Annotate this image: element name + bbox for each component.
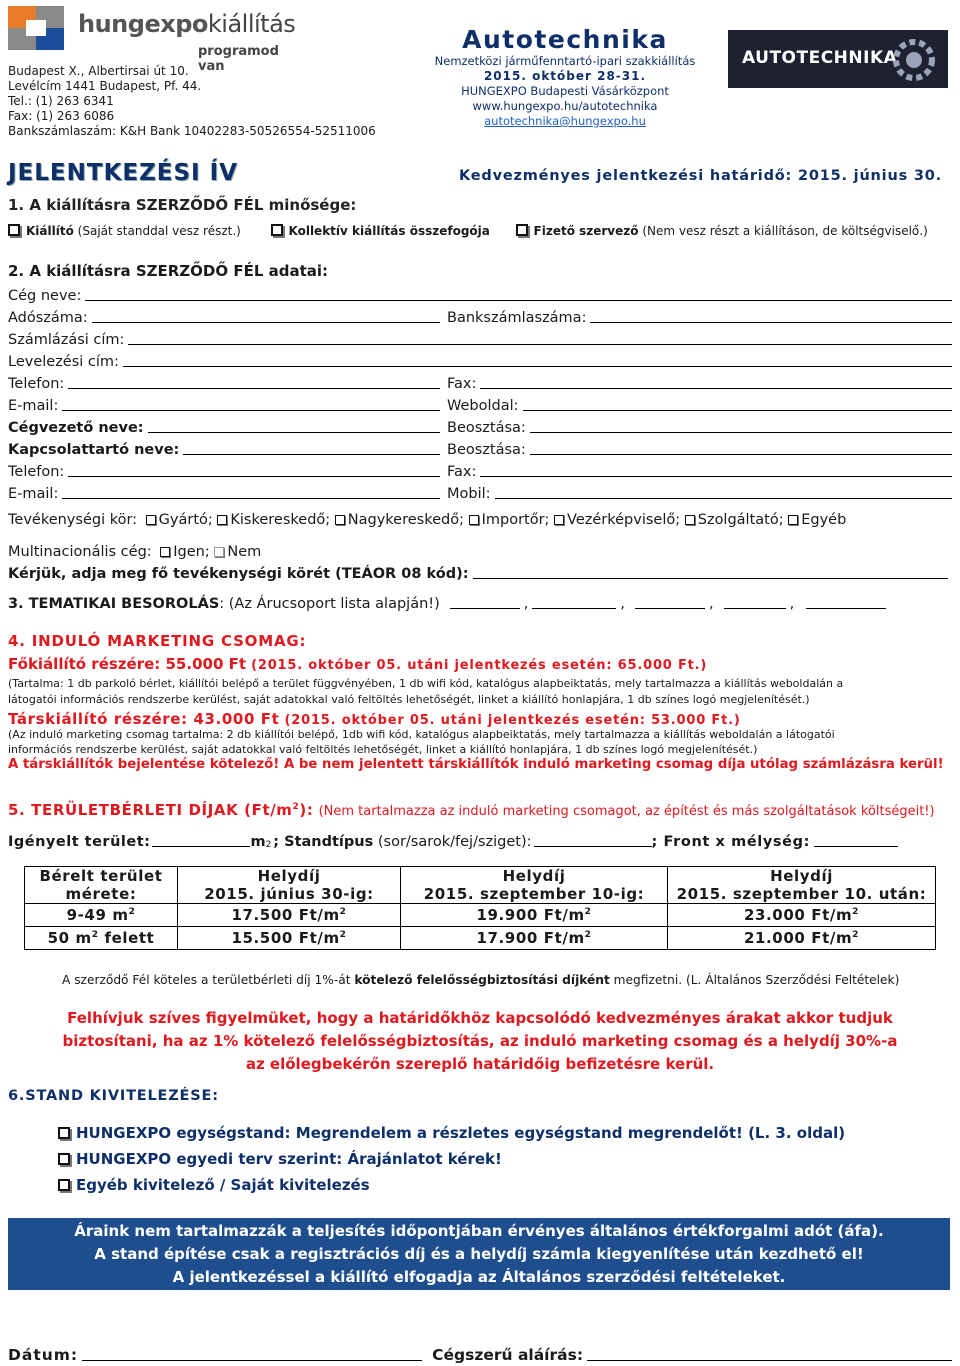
front-depth-field[interactable]	[814, 846, 898, 847]
checkbox[interactable]	[217, 515, 227, 525]
payment-notice	[0, 1007, 960, 1076]
stand-option	[58, 1120, 845, 1146]
address-line: Fax: (1) 263 6086	[8, 109, 115, 123]
phone-field[interactable]	[68, 387, 440, 389]
checkbox[interactable]	[554, 515, 564, 525]
ceo-field[interactable]	[148, 431, 440, 433]
table-row	[25, 927, 936, 950]
header-text: Helydíj	[770, 867, 833, 885]
position-field[interactable]	[530, 453, 952, 455]
deadline-note: Kedvezményes jelentkezési határidő: 2015. június 30.	[459, 168, 942, 184]
signature-row	[8, 1346, 952, 1364]
stand-option	[58, 1146, 845, 1172]
field-label: Bankszámlaszáma:	[447, 310, 587, 326]
field-label: Számlázási cím:	[8, 332, 125, 348]
event-dates: 2015. október 28-31.	[483, 69, 647, 83]
info-line: A jelentkezéssel a kiállító elfogadja az Általános szerződési feltételeket.	[172, 1268, 786, 1286]
info-line: A stand építése csak a regisztrációs díj és a helydíj számla kiegyenlítése után kezdhető el!	[94, 1245, 864, 1263]
stand-options	[58, 1120, 845, 1198]
cell-text: 15.500 Ft/m	[231, 929, 340, 947]
cell-text: 17.500 Ft/m	[231, 906, 340, 924]
table-header-row	[25, 867, 936, 904]
header-text: Helydíj	[502, 867, 566, 885]
fax-field[interactable]	[480, 387, 952, 389]
field-label: Telefon:	[8, 464, 65, 480]
section2-title: 2. A kiállításra SZERZŐDŐ FÉL adatai:	[8, 262, 329, 280]
email-field[interactable]	[62, 409, 440, 411]
multinational-row	[8, 544, 261, 560]
checkbox[interactable]	[516, 224, 528, 236]
option-label: Kollektív kiállítás összefogója	[288, 224, 490, 238]
fax-field[interactable]	[480, 475, 952, 477]
area-field[interactable]	[152, 846, 250, 847]
table-cell: 19.900 $Ft/m^2$	[401, 904, 668, 927]
header-text: Helydíj	[257, 867, 321, 885]
logo-mark-icon	[8, 6, 68, 52]
address-line: Levélcím 1441 Budapest, Pf. 44.	[8, 79, 202, 93]
category-field[interactable]	[724, 608, 786, 609]
table-cell: 21.000 $Ft/m^2$	[668, 927, 936, 950]
description-line: (Tartalma: 1 db parkoló bérlet, kiállítói belépő a terület függvényében, 1 db wifi kód, katalógus alapbeiktatás, mely tartalmazza a kiállítás weboldalán a	[8, 677, 844, 690]
teaor-field[interactable]	[473, 578, 948, 579]
billing-field[interactable]	[128, 343, 952, 345]
cell-text: 21.000 Ft/m	[743, 929, 853, 947]
phone-field[interactable]	[68, 475, 440, 477]
description-line: információs rendszerbe kerülést, saját adatokkal való feltöltés lehetőségét, linket a kiállító honlapjára, 1 db színes logó megjelenítését.)	[8, 743, 758, 756]
section5-title: 5. TERÜLETBÉRLETI DÍJAK (Ft/m	[8, 801, 293, 819]
event-title: Autotechnika	[462, 25, 668, 54]
checkbox[interactable]	[271, 224, 283, 236]
cell-text: 23.000 Ft/m	[743, 906, 853, 924]
co-price: Társkiállító részére: 43.000 Ft	[8, 710, 280, 728]
checkbox[interactable]	[146, 515, 156, 525]
section1-title: 1. A kiállításra SZERZŐDŐ FÉL minősége:	[8, 196, 357, 214]
stand-type-field[interactable]	[534, 846, 652, 847]
address-line: Budapest X., Albertirsai út 10.	[8, 64, 189, 78]
front-depth-label: ; Front x mélység:	[651, 834, 810, 850]
table-row	[25, 904, 936, 927]
tax-field[interactable]	[92, 321, 440, 323]
field-label: Kapcsolattartó neve:	[8, 442, 180, 458]
date-field[interactable]	[82, 1360, 422, 1361]
field-label: Fax:	[447, 464, 477, 480]
field-label: Weboldal:	[447, 398, 519, 414]
co-late-price: (2015. október 05. utáni jelentkezés esetén: 53.000 Ft.)	[284, 713, 741, 728]
section5-title-row	[8, 800, 935, 819]
field-label: Levelezési cím:	[8, 354, 119, 370]
field-label: E-mail:	[8, 398, 59, 414]
logo-tagline: programod van	[198, 44, 279, 74]
field-label: Beosztása:	[447, 442, 526, 458]
activity-option: Gyártó;	[158, 512, 213, 528]
section4-title: 4. INDULÓ MARKETING CSOMAG:	[8, 632, 307, 650]
category-field[interactable]	[532, 608, 616, 609]
bank-field[interactable]	[590, 321, 952, 323]
field-label: Adószáma:	[8, 310, 88, 326]
field-label: Cégvezető neve:	[8, 420, 144, 436]
table-header-cell	[401, 867, 668, 904]
option-no: Nem	[227, 544, 262, 560]
header-text: 2015. szeptember 10. után:	[676, 885, 927, 903]
header-text: 2015. szeptember 10-ig:	[423, 885, 645, 903]
table-header-cell	[25, 867, 178, 904]
area-label: Igényelt terület:	[8, 834, 151, 850]
address-line: Tel.: (1) 263 6341	[8, 94, 114, 108]
mail-address-field[interactable]	[123, 365, 952, 367]
checkbox[interactable]	[335, 515, 345, 525]
table-header-cell	[668, 867, 936, 904]
notice-line: Felhívjuk szíves figyelmüket, hogy a határidőkhöz kapcsolódó kedvezményes árakat akkor tudjuk	[67, 1009, 893, 1027]
event-subtitle: Nemzetközi járműfenntartó-ipari szakkiállítás	[434, 54, 696, 68]
multinational-label: Multinacionális cég:	[8, 544, 152, 560]
section5-title-end: ):	[299, 801, 314, 819]
section3-row: 3. TEMATIKAI BESOROLÁS : (Az Árucsoport lista alapján!) , , , ,	[8, 596, 948, 612]
event-web[interactable]: www.hungexpo.hu/autotechnika	[472, 99, 658, 113]
stand-option-label: Egyéb kivitelező / Saját kivitelezés	[76, 1176, 370, 1194]
option-yes: Igen;	[173, 544, 210, 560]
info-box	[8, 1218, 950, 1290]
insurance-note	[62, 973, 899, 987]
event-venue: HUNGEXPO Budapesti Vásárközpont	[461, 84, 669, 98]
checkbox[interactable]	[58, 1179, 70, 1191]
address-block	[8, 64, 376, 139]
insurance-text-bold: kötelező felelősségbiztosítási díjként	[354, 973, 610, 987]
checkbox[interactable]	[685, 515, 695, 525]
main-description	[8, 676, 843, 708]
checkbox[interactable]	[469, 515, 479, 525]
section6-title: 6.STAND KIVITELEZÉSE:	[8, 1088, 219, 1104]
option-label: Kiállító	[26, 224, 74, 238]
table-cell: 9-49 $m^2$	[25, 904, 178, 927]
badge-text: AUTOTECHNIKA	[742, 48, 898, 68]
section1-options	[8, 224, 958, 238]
gear-icon	[884, 30, 944, 88]
insurance-text: A szerződő Fél köteles a területbérleti díj 1%-át	[62, 973, 355, 987]
info-line: Áraink nem tartalmazzák a teljesítés időpontjában érvényes általános értékforgalmi adót (áfa).	[74, 1222, 884, 1240]
teaor-label: Kérjük, adja meg fő tevékenységi körét (TEÁOR 08 kód):	[8, 566, 469, 582]
section5-note: (Nem tartalmazza az induló marketing csomagot, az építést és más szolgáltatások költségeit!)	[318, 804, 935, 819]
activity-row	[8, 512, 846, 528]
co-exhibitor-warning: A társkiállítók bejelentése kötelező! A be nem jelentett társkiállítók induló marketing csomag díja utólag számlázásra kerül!	[8, 757, 944, 772]
activity-option: Kiskereskedő;	[230, 512, 331, 528]
main-late-price: (2015. október 05. utáni jelentkezés esetén: 65.000 Ft.)	[251, 658, 708, 673]
website-field[interactable]	[523, 409, 952, 411]
description-line: (Az induló marketing csomag tartalma: 2 db kiállítói belépő, 1db wifi kód, katalógus alapbeiktatás, mely tartalmazza a kiállítás weboldalán a látogatói	[8, 728, 835, 741]
activity-option: Szolgáltató;	[697, 512, 784, 528]
rates-table	[24, 866, 936, 950]
event-info	[420, 26, 710, 129]
activity-option: Egyéb	[801, 512, 847, 528]
activity-option: Vezérképviselő;	[567, 512, 681, 528]
cell-text: 50 m	[47, 929, 92, 947]
logo-brand: hungexpo	[78, 10, 208, 38]
cell-text: 9-49 m	[66, 906, 129, 924]
option-note: (Nem vesz részt a kiállításon, de költségviselő.)	[642, 224, 928, 238]
cell-text: 17.900 Ft/m	[476, 929, 585, 947]
checkbox[interactable]	[214, 547, 224, 557]
checkbox[interactable]	[58, 1153, 70, 1165]
activity-option: Nagykereskedő;	[347, 512, 464, 528]
checkbox[interactable]	[8, 224, 20, 236]
signature-label: Cégszerű aláírás:	[432, 1346, 584, 1364]
position-field[interactable]	[530, 431, 952, 433]
teaor-row	[8, 566, 948, 582]
option-note: (Saját standdal vesz részt.)	[77, 224, 241, 238]
co-exhibitor-price	[8, 709, 741, 728]
stand-type-label: ; Standtípus	[273, 834, 374, 850]
field-label: Beosztása:	[447, 420, 526, 436]
logo-brand-accent: kiállítás	[207, 10, 296, 38]
stand-type-note: (sor/sarok/fej/sziget):	[377, 834, 532, 850]
header-text: mérete:	[65, 885, 137, 903]
table-cell: 17.500 $Ft/m^2$	[178, 904, 401, 927]
field-label: Telefon:	[8, 376, 65, 392]
activity-label: Tevékenységi kör:	[8, 512, 138, 528]
cell-text: 19.900 Ft/m	[476, 906, 585, 924]
notice-line: biztosítani, ha az 1% kötelező felelősségbiztosítás, az induló marketing csomag és a helydíj 30%-a	[62, 1032, 898, 1050]
insurance-text: megfizetni. (L. Általános Szerződési Feltételek)	[609, 973, 900, 987]
section5-sup: 2	[292, 802, 300, 812]
section3-title: 3. TEMATIKAI BESOROLÁS	[8, 596, 220, 612]
form-title: JELENTKEZÉSI ÍV	[8, 160, 238, 186]
activity-option: Importőr;	[481, 512, 550, 528]
table-cell: 50 $m^2$ felett	[25, 927, 178, 950]
co-description	[8, 727, 835, 757]
cell-text: felett	[104, 929, 155, 947]
stand-option-label: HUNGEXPO egységstand: Megrendelem a részletes egységstand megrendelőt! (L. 3. oldal)	[76, 1124, 846, 1142]
address-line: Bankszámlaszám: K&H Bank 10402283-50526554-52511006	[8, 124, 376, 138]
table-cell: 23.000 $Ft/m^2$	[668, 904, 936, 927]
field-label: Mobil:	[447, 486, 491, 502]
main-price: Főkiállító részére: 55.000 Ft	[8, 655, 247, 673]
description-line: látogatói információs rendszerbe kerülést, saját adatokkal való feltöltés lehetőségét, linket a kiállító honlapjára, 1 db színes logó megjelenítését.)	[8, 693, 810, 706]
header-text: Bérelt terület	[39, 867, 163, 885]
category-field[interactable]	[806, 608, 886, 609]
checkbox[interactable]	[788, 515, 798, 525]
header-text: 2015. június 30-ig:	[204, 885, 374, 903]
table-cell: 15.500 $Ft/m^2$	[178, 927, 401, 950]
section3-note: : (Az Árucsoport lista alapján!)	[219, 596, 440, 612]
field-label: Fax:	[447, 376, 477, 392]
table-cell: 17.900 $Ft/m^2$	[401, 927, 668, 950]
notice-line: az előlegbekérőn szereplő határidőig befizetésre kerül.	[245, 1055, 715, 1073]
area-unit: m	[250, 834, 266, 850]
stand-option	[58, 1172, 845, 1198]
field-label: Cég neve:	[8, 288, 82, 304]
mobile-field[interactable]	[495, 497, 952, 499]
category-field[interactable]	[635, 608, 705, 609]
category-field[interactable]	[450, 608, 520, 609]
option-label: Fizető szervező	[533, 224, 639, 238]
area-request-row: Igényelt terület: m $_2$ ; Standtípus (sor/sarok/fej/sziget): ; Front x mélység:	[8, 834, 898, 850]
checkbox[interactable]	[160, 547, 170, 557]
main-exhibitor-price	[8, 654, 707, 673]
stand-option-label: HUNGEXPO egyedi terv szerint: Árajánlatot kérek!	[76, 1150, 502, 1168]
date-label: Dátum:	[8, 1346, 79, 1364]
contact-field[interactable]	[183, 453, 440, 455]
contact-form	[8, 282, 952, 502]
signature-field[interactable]	[587, 1360, 952, 1361]
checkbox[interactable]	[58, 1127, 70, 1139]
autotechnika-badge	[728, 30, 948, 88]
email-field[interactable]	[62, 497, 440, 499]
field-label: E-mail:	[8, 486, 59, 502]
event-email[interactable]: autotechnika@hungexpo.hu	[484, 114, 646, 128]
table-header-cell	[178, 867, 401, 904]
company-field[interactable]	[85, 299, 952, 301]
